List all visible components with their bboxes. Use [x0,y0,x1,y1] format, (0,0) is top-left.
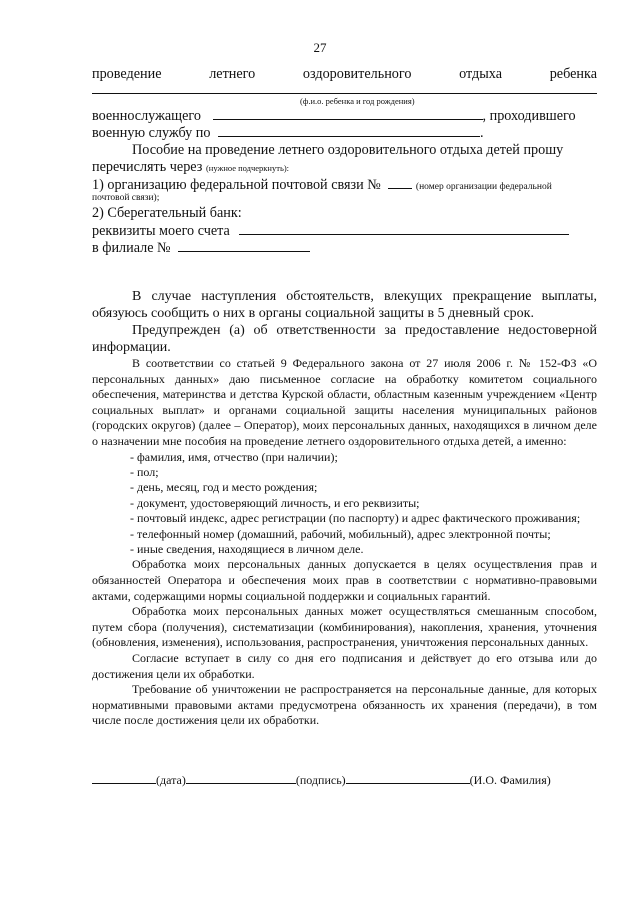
service-period: . [480,125,484,141]
word-5: ребенка [549,66,597,82]
word-4: отдыха [459,66,503,82]
option1-label: 1) организацию федеральной почтовой связи № [92,177,381,193]
obligation-block [92,288,597,356]
purpose-line [92,66,597,83]
signature-line [92,771,597,788]
signature-field[interactable] [186,771,296,784]
branch-line [92,239,597,257]
request-line [132,142,597,159]
branch-label: в филиале № [92,240,171,256]
word-3: оздоровительного [302,66,412,82]
consent-destroy: Требование об уничтожении не распространяется на персональные данные, для которых нормативными правовыми актами предусмотрена обязанность их хранения (передачи), в том числе после достижения цели их обработки. [92,682,597,728]
service-line [92,124,597,142]
date-label: (дата) [156,773,186,787]
consent-item: - день, месяц, год и место рождения; [130,480,318,495]
serviceman-line [92,107,597,125]
obligation-paragraph: В случае наступления обстоятельств, влекущих прекращение выплаты, обязуюсь сообщить о них в органы социальной защиты в 5 дневный срок. [92,289,597,321]
consent-intro: В соответствии со статьей 9 Федерального закона от 27 июля 2006 г. № 152-ФЗ «О персональных данных» даю письменное согласие на обработку комитетом социального обеспечения, материнства и детства Курской области, областным казенным учреждением «Центр социальных выплат» и органами социальной защиты населения муниципальных районов (городских округов) (далее – Оператор), моих персональных данных, находящихся в личном деле о назначении мне пособия на проведение летнего оздоровительного отдыха детей, а именно: [92,356,597,448]
full-name-field[interactable] [346,771,470,784]
consent-item: - почтовый индекс, адрес регистрации (по паспорту) и адрес фактического проживания; [130,511,581,526]
option2-label: 2) Сберегательный банк: [92,205,242,221]
option1-line [92,176,597,194]
consent-item: - иные сведения, находящиеся в личном деле. [130,542,364,556]
transfer-label: перечислять через [92,159,203,175]
consent-item: - документ, удостоверяющий личность, и его реквизиты; [130,495,420,510]
option1-hint-a: (номер организации федеральной [415,182,552,192]
account-line [92,222,597,240]
consent-item: - фамилия, имя, отчество (при наличии); [130,449,338,464]
date-field[interactable] [92,771,156,784]
serviceman-label: военнослужащего [92,108,201,124]
page-number: 27 [313,40,327,55]
warning-paragraph: Предупрежден (а) об ответственности за предоставление недостоверной информации. [92,323,597,355]
service-field[interactable] [218,124,480,137]
child-name-field[interactable] [92,93,597,94]
word-2: летнего [209,66,256,82]
child-name-hint: (ф.и.о. ребенка и год рождения) [300,96,415,106]
consent-item: - телефонный номер (домашний, рабочий, мобильный), адрес электронной почты; [130,526,551,541]
consent-method: Обработка моих персональных данных может осуществляться смешанным способом, путем сбора (получения), систематизации (комбинирования), накопления, хранения, уточнения (обновления, изменения), использования, распространения, уничтожения персональных данных. [92,604,597,650]
consent-item: - пол; [130,464,159,479]
name-label: (И.О. Фамилия) [469,773,551,787]
sign-label: (подпись) [295,773,346,787]
consent-block [92,356,597,729]
transfer-line [92,159,597,176]
transfer-hint: (нужное подчеркнуть): [205,163,290,173]
account-label: реквизиты моего счета [92,223,230,239]
consent-validity: Согласие вступает в силу со дня его подписания и действует до его отзыва или до достижения цели их обработки. [92,650,597,681]
account-field[interactable] [239,222,569,235]
post-office-number-field[interactable] [388,176,412,189]
branch-field[interactable] [178,239,310,252]
serviceman-field[interactable] [213,107,483,120]
option1-hint-b: почтовой связи); [92,193,160,203]
option1-hint-line [92,193,597,203]
request-text: Пособие на проведение летнего оздоровительного отдыха детей прошу [132,142,564,158]
consent-purpose: Обработка моих персональных данных допускается в целях осуществления прав и обязанностей Оператора и обеспечения моих прав в соответствии с нормативно-правовыми актами, содержащими нормы социальной поддержки и социальных гарантий. [92,557,597,603]
word-1: проведение [92,66,162,82]
passing-label: , проходившего [482,108,576,124]
option2-line [92,205,597,222]
service-label: военную службу по [92,125,211,141]
